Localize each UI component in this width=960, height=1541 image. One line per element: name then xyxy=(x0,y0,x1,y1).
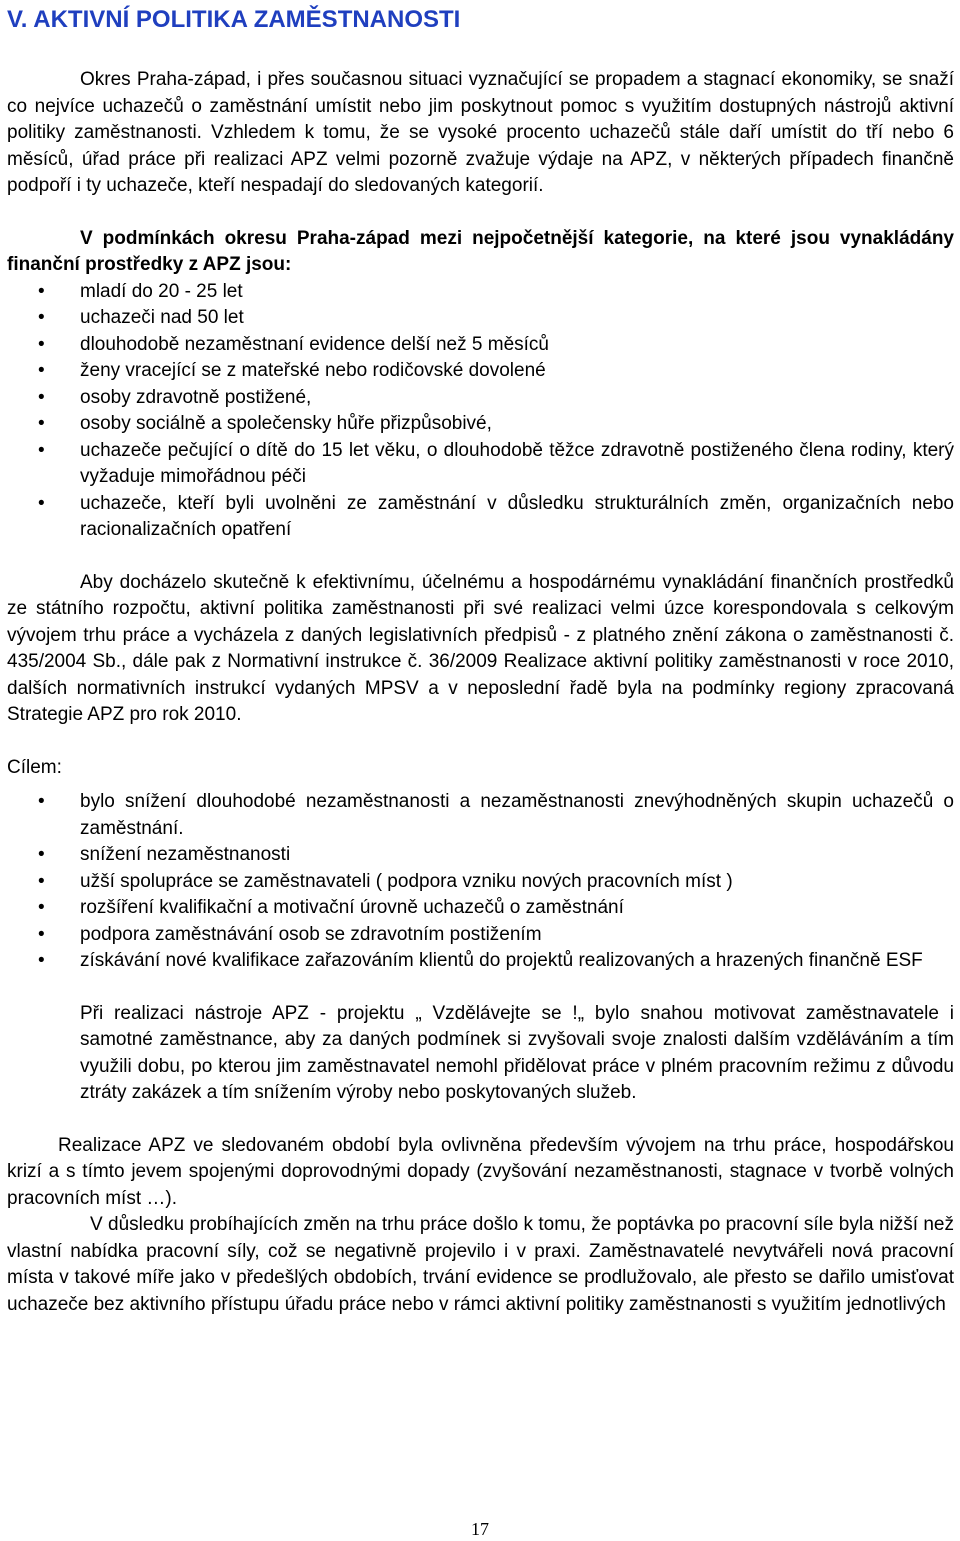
list-item: • podpora zaměstnávání osob se zdravotním postižením xyxy=(7,922,954,949)
list-item: • uchazeči nad 50 let xyxy=(7,305,954,332)
efficiency-paragraph: Aby docházelo skutečně k efektivnímu, účelnému a hospodárnému vynakládání finančních prostředků ze státního rozpočtu, aktivní politika zaměstnanosti při své realizaci velmi úzce korespondovala s celkovým vývojem trhu práce a vycházela z daných legislativních předpisů - z platného znění zákona o zaměstnanosti č. 435/2004 Sb., dále pak z Normativní instrukce č. 36/2009 Realizace aktivní politiky zaměstnanosti v roce 2010, dalších normativních instrukcí vydaných MPSV a v neposlední řadě byla na podmínky regiony zpracovaná Strategie APZ pro rok 2010. xyxy=(7,571,954,725)
list-item: • mladí do 20 - 25 let xyxy=(7,279,954,306)
list-item: • bylo snížení dlouhodobé nezaměstnanosti a nezaměstnanosti znevýhodněných skupin uchazečů o zaměstnání. xyxy=(7,789,954,842)
list-item: • získávání nové kvalifikace zařazováním klientů do projektů realizovaných a hrazených finančně ESF xyxy=(7,948,954,975)
list-item: • rozšíření kvalifikační a motivační úrovně uchazečů o zaměstnání xyxy=(7,895,954,922)
list-item: • uchazeče, kteří byli uvolněni ze zaměstnání v důsledku strukturálních změn, organizačních nebo racionalizačních opatření xyxy=(7,491,954,544)
list-item: • osoby zdravotně postižené, xyxy=(7,385,954,412)
list-item: • uchazeče pečující o dítě do 15 let věku, o dlouhodobě těžce zdravotně postiženého člena rodiny, který vyžaduje mimořádnou péči xyxy=(7,438,954,491)
list-item: • snížení nezaměstnanosti xyxy=(7,842,954,869)
realization-paragraph: Realizace APZ ve sledovaném období byla ovlivněna především vývojem na trhu práce, hospodářskou krizí a s tímto jevem spojenými doprovodnými dopady (zvyšování nezaměstnanosti, stagnace v tvorbě volných pracovních míst …). xyxy=(7,1134,954,1209)
page-number: 17 xyxy=(471,1519,489,1539)
list-item: • užší spolupráce se zaměstnavateli ( podpora vzniku nových pracovních míst ) xyxy=(7,869,954,896)
goals-label: Cílem: xyxy=(7,756,62,778)
consequence-paragraph: V důsledku probíhajících změn na trhu práce došlo k tomu, že poptávka po pracovní síle byla nižší než vlastní nabídka pracovní síly, což se negativně projevilo i v praxi. Zaměstnavatelé nevytvářeli nová pracovní místa v takové míře jako v předešlých obdobích, trvání evidence se prodlužovalo, ale přesto se dařilo umisťovat uchazeče bez aktivního přístupu úřadu práce nebo v rámci aktivní politiky zaměstnanosti s využitím jednotlivých xyxy=(7,1214,954,1315)
list-item: • osoby sociálně a společensky hůře přizpůsobivé, xyxy=(7,411,954,438)
list-item: • dlouhodobě nezaměstnaní evidence delší než 5 měsíců xyxy=(7,332,954,359)
intro-paragraph: Okres Praha-západ, i přes současnou situaci vyznačující se propadem a stagnací ekonomiky, se snaží co nejvíce uchazečů o zaměstnání umístit nebo jim poskytnout pomoc s využitím dostupných nástrojů aktivní politiky zaměstnanosti. Vzhledem k tomu, že se vysoké procento uchazečů stále daří umístit do tří nebo 6 měsíců, úřad práce při realizaci APZ velmi pozorně zvažuje výdaje na APZ, v některých případech finančně podpoří i ty uchazeče, kteří nespadají do sledovaných kategorií. xyxy=(7,69,954,196)
list-item: • ženy vracející se z mateřské nebo rodičovské dovolené xyxy=(7,358,954,385)
categories-intro-paragraph: V podmínkách okresu Praha-západ mezi nejpočetnější kategorie, na které jsou vynakládány finanční prostředky z APZ jsou: xyxy=(7,227,954,275)
goals-list xyxy=(7,789,954,975)
category-list xyxy=(7,279,954,544)
section-heading: V. AKTIVNÍ POLITIKA ZAMĚSTNANOSTI xyxy=(7,6,461,33)
project-paragraph: Při realizaci nástroje APZ - projektu „ Vzdělávejte se !„ bylo snahou motivovat zaměstnavatele i samotné zaměstnance, aby za daných podmínek si zvyšovali svoje znalosti dalším vzděláváním a tím využili dobu, po kterou jim zaměstnavatel nemohl přidělovat práce v plném pracovním režimu z důvodu ztráty zakázek a tím snížením výroby nebo poskytovaných služeb. xyxy=(80,1002,954,1103)
